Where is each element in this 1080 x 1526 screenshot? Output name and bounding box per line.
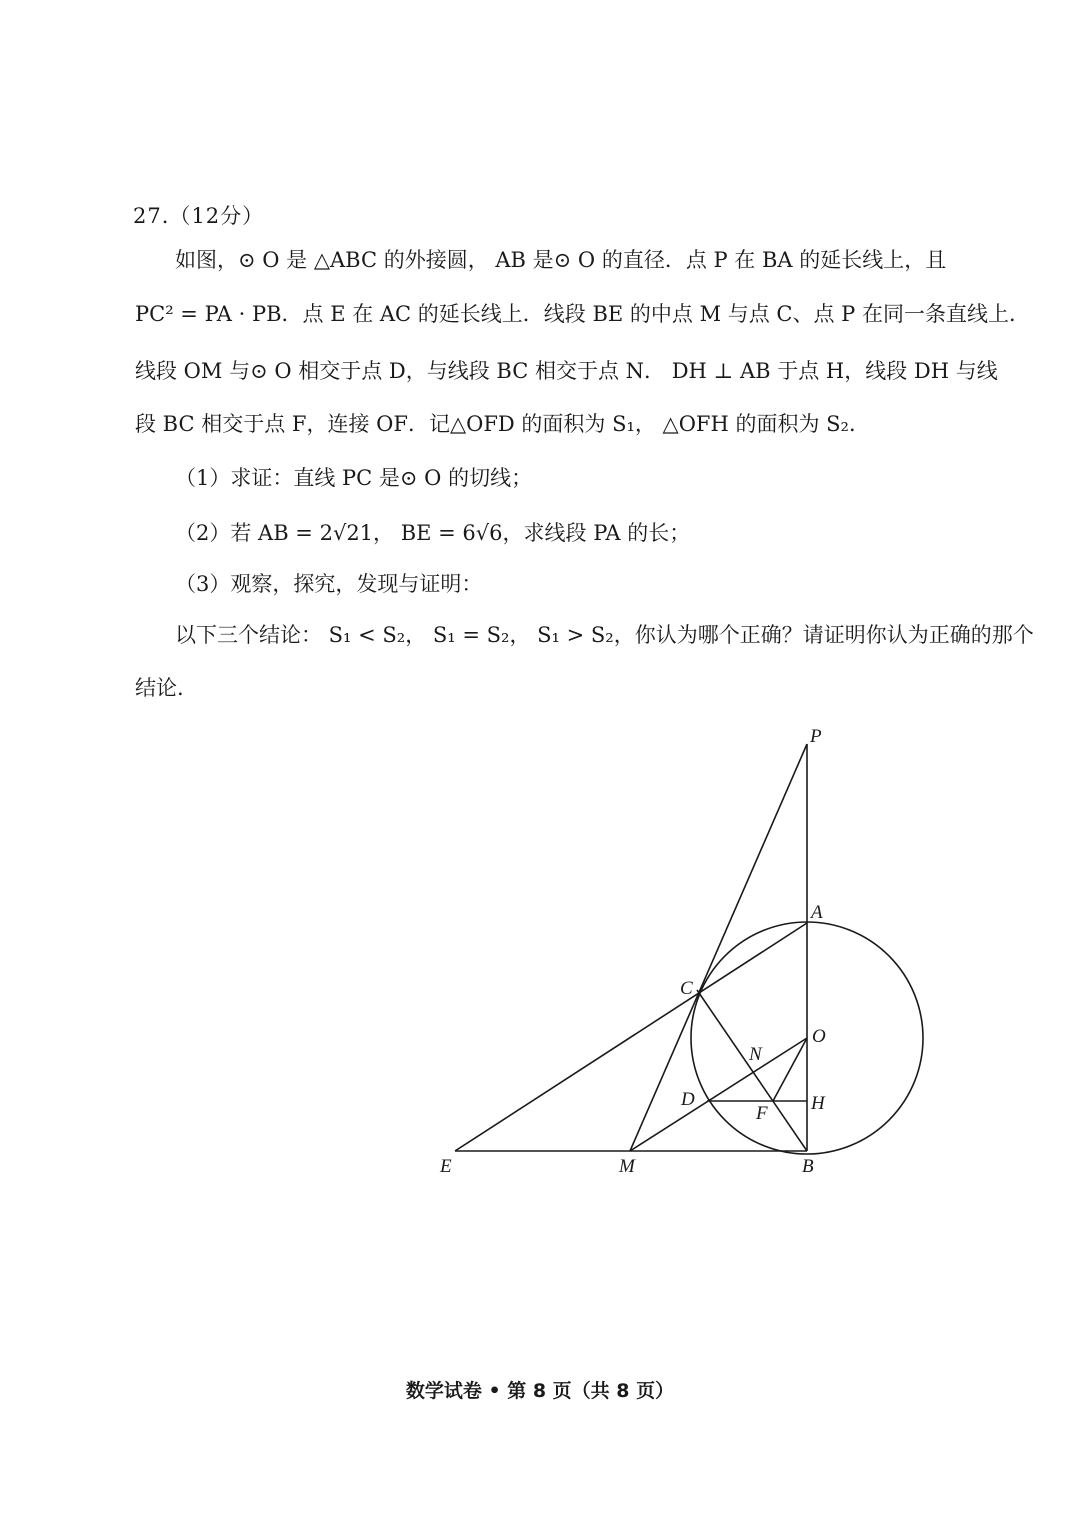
- segment-cb: [697, 990, 807, 1151]
- conclusion-line-2: 结论.: [135, 676, 184, 700]
- label-m: M: [619, 1156, 635, 1177]
- conclusion-line-1: 以下三个结论： S₁ < S₂， S₁ = S₂， S₁ > S₂，你认为哪个正确？请证明你认为正确的那个: [175, 623, 1034, 647]
- segment-of: [773, 1038, 807, 1101]
- label-e: E: [440, 1156, 452, 1177]
- stem-line-1: 如图，⊙ O 是 △ABC 的外接圆， AB 是⊙ O 的直径．点 P 在 BA 的延长线上，且: [175, 248, 947, 272]
- question-number: 27.（12分）: [133, 204, 265, 228]
- part-2: （2）若 AB = 2√21， BE = 6√6，求线段 PA 的长；: [175, 521, 691, 545]
- label-f: F: [756, 1103, 768, 1124]
- label-p: P: [810, 726, 822, 747]
- stem-line-2: PC² = PA · PB．点 E 在 AC 的延长线上．线段 BE 的中点 M 与点 C、点 P 在同一条直线上．: [135, 302, 1030, 326]
- segment-mo: [630, 1038, 807, 1151]
- label-o: O: [812, 1026, 826, 1047]
- stem-line-3: 线段 OM 与⊙ O 相交于点 D，与线段 BC 相交于点 N． DH ⊥ AB 于点 H，线段 DH 与线: [135, 359, 998, 383]
- label-h: H: [811, 1093, 825, 1114]
- label-c: C: [680, 978, 693, 999]
- part-3: （3）观察，探究，发现与证明：: [175, 572, 483, 596]
- stem-line-4: 段 BC 相交于点 F，连接 OF．记△OFD 的面积为 S₁， △OFH 的面积为 S₂．: [135, 412, 870, 436]
- page-footer: 数学试卷 • 第 8 页（共 8 页）: [405, 1380, 675, 1402]
- label-n: N: [749, 1044, 762, 1065]
- label-b: B: [802, 1156, 814, 1177]
- segment-pm: [630, 744, 807, 1151]
- part-1: （1）求证：直线 PC 是⊙ O 的切线；: [175, 466, 533, 490]
- label-d: D: [681, 1089, 695, 1110]
- label-a: A: [811, 902, 823, 923]
- segment-ea: [455, 923, 807, 1151]
